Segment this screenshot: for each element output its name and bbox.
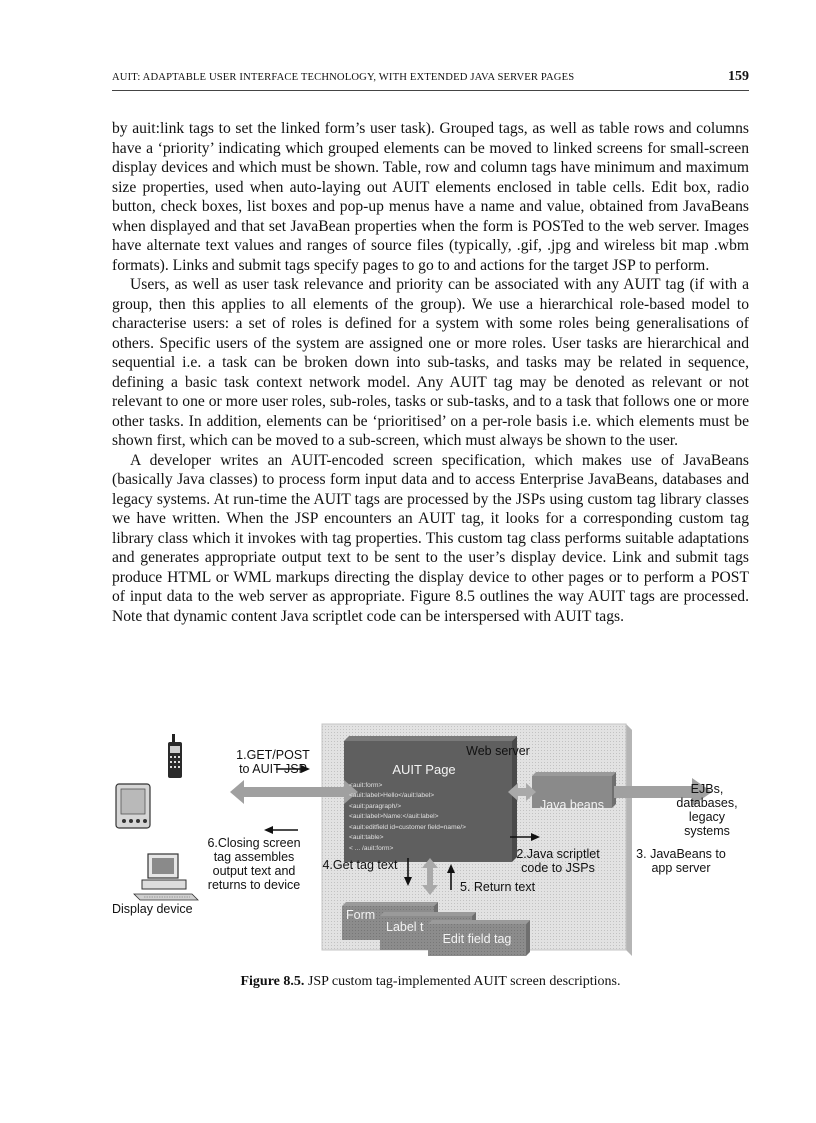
display-device-label: Display device xyxy=(112,902,193,916)
running-title: AUIT: ADAPTABLE USER INTERFACE TECHNOLOGY, WITH EXTENDED JAVA SERVER PAGES xyxy=(112,72,575,83)
javabeans-app-label: 3. JavaBeans to app server xyxy=(636,847,726,875)
page-number: 159 xyxy=(728,69,749,84)
code-line: <auit:label>Hello</auit:label> xyxy=(349,792,435,799)
figure-8-5 xyxy=(112,720,752,970)
code-line: <auit:table> xyxy=(349,834,384,841)
code-line: <auit:form> xyxy=(349,782,383,789)
ejbs-label: EJBs, databases, legacy systems xyxy=(676,782,738,838)
edit-field-tag-label: Edit field tag xyxy=(442,932,512,946)
caption-text: JSP custom tag-implemented AUIT screen descriptions. xyxy=(307,974,621,989)
code-line: < ... /auit:form> xyxy=(349,845,394,852)
closing-screen-label: 6.Closing screen tag assembles output text and returns to device xyxy=(207,836,301,892)
web-server-label: Web server xyxy=(466,744,530,758)
caption-label: Figure 8.5. xyxy=(240,974,305,989)
form-tag-label: Form xyxy=(346,908,376,922)
running-header xyxy=(112,68,749,91)
java-beans-label: Java beans xyxy=(540,798,604,812)
mobile-phone-icon xyxy=(168,734,182,778)
closing-arrow xyxy=(264,826,298,834)
return-text-label: 5. Return text xyxy=(460,880,536,894)
auit-page-label: AUIT Page xyxy=(392,762,456,777)
label-tag-label: Label t xyxy=(386,920,424,934)
code-line: <auit:paragraph/> xyxy=(349,803,402,810)
desktop-pc-icon xyxy=(134,854,198,900)
paragraph-1: by auit:link tags to set the linked form’s user task). Grouped tags, as well as table rows and columns have a ‘priority’ indicating which grouped elements can be moved to linked screens for small-screen display devices and which must be shown. Table, row and column tags have minimum and maximum size properties, used when auto-laying out AUIT elements enclosed in table cells. Edit box, radio button, check boxes, list boxes and pop-up menus have a name and value, obtained from JavaBeans when displayed and that set JavaBean properties when the form is POSTed to the web server. Images have alternate text values and ranges of source files (typically, .gif, .jpg and wireless bit map .wbm formats). Links and submit tags specify pages to go to and actions for the target JSP to perform. xyxy=(112,120,749,274)
body-text xyxy=(112,119,749,626)
paragraph-2: Users, as well as user task relevance and priority can be associated with any AUIT tag (if with a group, then this applies to all elements of the group). We use a hierarchical role-based model to characterise users: a set of roles is defined for a system with some roles being generalisations of others. Specific users of the system are assigned one or more roles. User tasks are hierarchical and sequential i.e. a task can be broken down into sub-tasks, and tasks may be related in sequence, defining a basic task context network model. Any AUIT tag may be denoted as relevant or not relevant to one or more user roles, sub-roles, tasks or sub-tasks, and to a task that follows one or more other tasks. In addition, elements can be ‘prioritised’ on a per-role basis i.e. which elements must be shown first, which can be moved to a sub-screen, which must always be shown to the user. xyxy=(112,276,749,449)
java-scriptlet-label: 2.Java scriptlet code to JSPs xyxy=(516,847,600,875)
code-line: <auit:editfield id=customer field=name/> xyxy=(349,824,466,831)
get-post-label: 1.GET/POST to AUIT JSP xyxy=(236,748,310,776)
paragraph-3: A developer writes an AUIT-encoded screen specification, which makes use of JavaBeans (basically Java classes) to process form input data and to access Enterprise JavaBeans, databases and legacy systems. At run-time the AUIT tags are processed by the JSPs using custom tag library classes we have written. When the JSP encounters an AUIT tag, it looks for a corresponding custom tag library class which it invokes with tag properties. This custom tag class performs suitable adaptations and generates appropriate output text to be sent to the user’s display device. Link and submit tags produce HTML or WML markups directing the display device to other pages or to perform a POST of input data to the web server as appropriate. Figure 8.5 outlines the way AUIT tags are processed. Note that dynamic content Java scriptlet code can be interspersed with AUIT tags. xyxy=(112,451,749,625)
code-line: <auit:label>Name:</auit:label> xyxy=(349,813,439,820)
get-tag-text-label: 4.Get tag text xyxy=(322,858,398,872)
figure-caption xyxy=(112,974,749,990)
pda-icon xyxy=(116,784,150,828)
